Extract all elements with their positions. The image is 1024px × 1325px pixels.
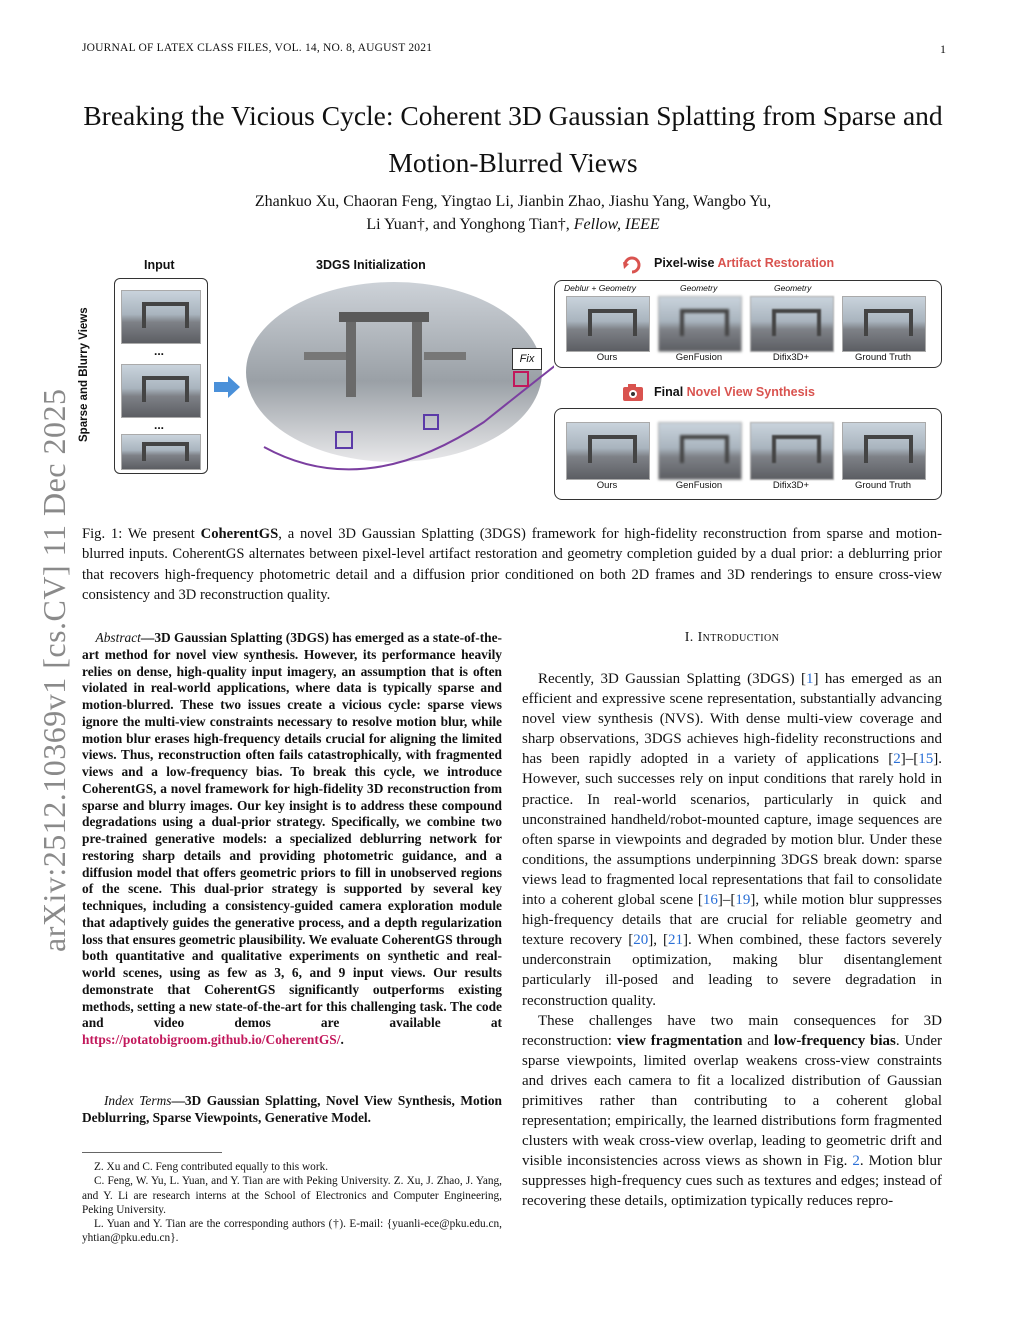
- restore-cycle-icon: [620, 254, 644, 276]
- citation-link[interactable]: 1: [805, 671, 814, 687]
- top-caption-3: Geometry: [774, 283, 812, 293]
- author-list: [82, 190, 944, 236]
- index-terms: Index Terms—3D Gaussian Splatting, Novel View Synthesis, Motion Deblurring, Sparse Viewpoints, Generative Model.: [82, 1093, 503, 1125]
- input-label: Input: [144, 258, 175, 272]
- restoration-title: Pixel-wise Artifact Restoration: [654, 256, 835, 270]
- init-label: 3DGS Initialization: [316, 258, 426, 272]
- synth-label-genfusion: GenFusion: [675, 480, 723, 491]
- author-line-1: Zhankuo Xu, Chaoran Feng, Yingtao Li, Jianbin Zhao, Jiashu Yang, Wangbo Yu,: [254, 193, 772, 210]
- author-line-2: Li Yuan†, and Yonghong Tian†, Fellow, IEEE: [366, 216, 660, 233]
- paper-title: Breaking the Vicious Cycle: Coherent 3D Gaussian Splatting from Sparse and Motion-Blurred Views: [83, 100, 943, 178]
- input-view-1: [121, 290, 201, 344]
- intro-paragraph-2: These challenges have two main consequences for 3D reconstruction: view fragmentation and low-frequency bias. Under sparse viewpoints, limited overlap weakens cross-view constraints and drives each camera to fit a localized distribution of Gaussian primitives rather than contributing to a coherent global representation; empirically, the learned distributions form fragmented clusters with weak cross-view overlap, leading to geometric drift and visible inconsistencies across views as shown in Fig. 2. Motion blur suppresses high-frequency cues such as textures and edges; instead of recovering these details, optimization typically reduces repro-: [522, 1012, 942, 1210]
- restore-ground-truth: [842, 296, 926, 352]
- footnotes: [82, 1160, 502, 1246]
- abstract: Abstract—3D Gaussian Splatting (3DGS) has emerged as a state-of-the-art method for novel view synthesis. However, its performance heavily relies on dense, high-quality input imagery, an assumption that is often violated in real-world applications, where data is typically sparse and motion-blurred. These two issues create a vicious cycle: sparse views ignore the multi-view constraints necessary to resolve motion blur, while motion blur erases high-frequency details crucial for aligning the limited views. Thus, reconstruction often fails catastrophically, with fragmented views and a low-frequency bias. To break this cycle, we introduce CoherentGS, a novel framework for high-fidelity 3D reconstruction from sparse and blurry images. Our key insight is to address these compound degradations using a dual-prior strategy. Specifically, we combine two pre-trained generative models: a specialized deblurring network for restoring sharp details and providing photometric guidance, and a diffusion model that offers geometric priors to fill in unobserved regions of the scene. This dual-prior strategy is supported by several key techniques, including a consistency-guided camera exploration module that adaptively guides the generative process, and a depth regularization loss that ensures geometric plausibility. We evaluate CoherentGS through both quantitative and qualitative experiments on synthetic and real-world scenes, using as few as 3, 6, and 9 input views. Our results demonstrate that CoherentGS significantly outperforms existing methods, setting a new state-of-the-art for this challenging task. The code and video demos are available at https://potatobigroom.github.io/CoherentGS/.: [82, 630, 502, 1047]
- citation-link[interactable]: 21: [668, 932, 683, 949]
- synth-label-difix: Difix3D+: [772, 480, 810, 491]
- top-caption-1: Deblur + Geometry: [564, 283, 637, 293]
- restore-label-difix: Difix3D+: [772, 352, 810, 363]
- synth-ours: [566, 422, 650, 480]
- restore-label-genfusion: GenFusion: [675, 352, 723, 363]
- restore-label-ground-truth: Ground Truth: [855, 352, 911, 363]
- side-label: Sparse and Blurry Views: [78, 307, 90, 442]
- restore-ours: [566, 296, 650, 352]
- input-view-3: [121, 434, 201, 470]
- citation-link[interactable]: 20: [633, 932, 649, 949]
- citation-link[interactable]: 2: [893, 751, 901, 768]
- project-link[interactable]: https://potatobigroom.github.io/CoherentGS/: [82, 1032, 341, 1047]
- synth-ground-truth: [842, 422, 926, 480]
- figure-1: [78, 252, 944, 502]
- citation-link[interactable]: 19: [735, 892, 751, 909]
- camera-icon: [622, 382, 644, 402]
- introduction-text: [522, 669, 942, 1212]
- citation-link[interactable]: 15: [918, 751, 934, 768]
- arrow-right-icon: [214, 376, 240, 398]
- abstract-label: Abstract: [95, 630, 141, 645]
- synth-difix: [750, 422, 834, 480]
- input-view-2: [121, 364, 201, 418]
- index-terms-label: Index Terms: [103, 1093, 172, 1108]
- footnote-3: L. Yuan and Y. Tian are the corresponding authors (†). E-mail: {yuanli-ece@pku.edu.cn, yhtian@pku.edu.cn}.: [82, 1218, 502, 1245]
- synth-label-ours: Ours: [596, 480, 618, 491]
- section-heading: I. Introduction: [684, 630, 780, 645]
- top-caption-2: Geometry: [680, 283, 718, 293]
- footnote-2: C. Feng, W. Yu, L. Yuan, and Y. Tian are with Peking University. Z. Xu, J. Zhao, J. Yang, and Y. Li are research interns at the School of Electronics and Computer Engineering, Peking University.: [82, 1175, 502, 1216]
- restore-genfusion: [658, 296, 742, 352]
- synthesis-title: Final Novel View Synthesis: [654, 385, 815, 399]
- restore-difix: [750, 296, 834, 352]
- page-number: 1: [940, 42, 946, 56]
- footnote-1: Z. Xu and C. Feng contributed equally to this work.: [94, 1161, 329, 1173]
- running-header: JOURNAL OF LATEX CLASS FILES, VOL. 14, NO. 8, AUGUST 2021: [82, 42, 433, 54]
- figure-caption: Fig. 1: We present CoherentGS, a novel 3D Gaussian Splatting (3DGS) framework for high-fidelity reconstruction from sparse and motion-blurred inputs. CoherentGS alternates between pixel-level artifact restoration and geometry completion guided by a dual prior: a deblurring prior that recovers high-frequency photometric detail and a diffusion prior conditioned on both 2D frames and 3D renderings to ensure cross-view consistency and 3D reconstruction quality.: [82, 526, 942, 604]
- citation-link[interactable]: 16: [702, 892, 718, 909]
- dots-1: ...: [154, 344, 165, 358]
- arxiv-stamp: arXiv:2512.10369v1 [cs.CV] 11 Dec 2025: [36, 388, 72, 952]
- synth-label-ground-truth: Ground Truth: [855, 480, 911, 491]
- synth-genfusion: [658, 422, 742, 480]
- figure-ref-link[interactable]: 2: [852, 1153, 860, 1170]
- fix-badge: Fix: [512, 348, 542, 370]
- footnote-rule: [82, 1152, 222, 1153]
- gaussian-scene-render: [244, 272, 554, 502]
- restore-label-ours: Ours: [596, 352, 618, 363]
- dots-2: ...: [154, 418, 165, 432]
- intro-paragraph-1: Recently, 3D Gaussian Splatting (3DGS) [1] has emerged as an efficient and expressive scene representation, substantially advancing novel view synthesis (NVS). With dense multi-view coverage and sharp observations, 3DGS achieves high-fidelity reconstructions and has been rapidly adopted in a variety of applications [2]–[15]. However, such successes rely on input conditions that rarely hold in practice. In real-world scenarios, particularly in quick and unconstrained handheld/robot-mounted capture, image sequences are often sparse in viewpoints and degraded by motion blur. Under these conditions, the assumptions underpinning 3DGS break down: sparse views lead to fragmented local representations that fail to consolidate into a coherent global scene [16]–[19], while motion blur suppresses high-frequency details that are crucial for reliable geometry and texture recovery [20], [21]. When combined, these factors severely underconstrain optimization, making blur disentanglement particularly ill-posed and leading to severe degradation in reconstruction quality.: [522, 671, 943, 1009]
